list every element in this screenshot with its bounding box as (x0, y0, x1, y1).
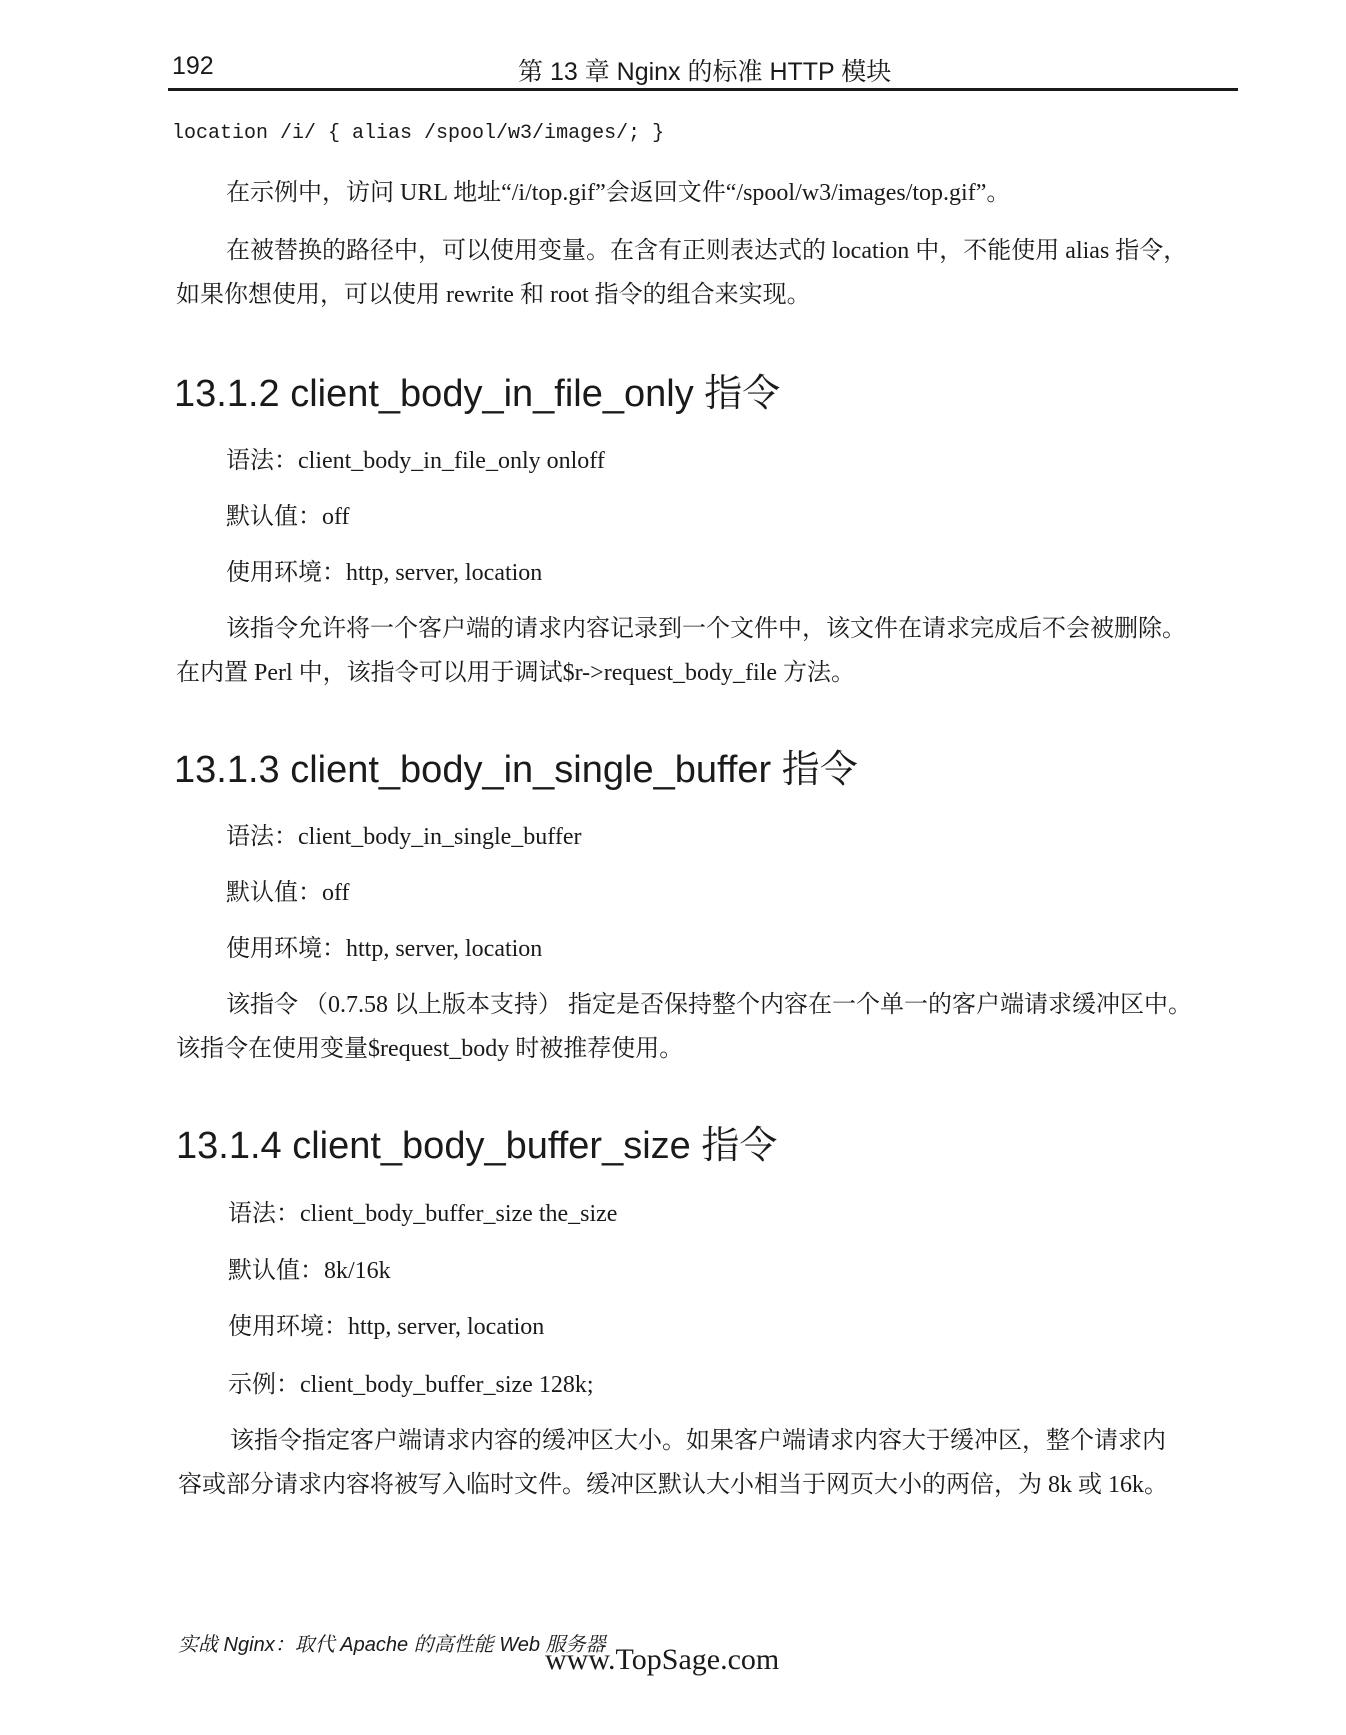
intro-paragraph-2-line-2: 如果你想使用，可以使用 rewrite 和 root 指令的组合来实现。 (176, 282, 811, 308)
context-line: 使用环境：http, server, location (226, 936, 543, 962)
syntax-line: 语法：client_body_in_file_only onloff (226, 448, 605, 474)
description-line-2: 在内置 Perl 中，该指令可以用于调试$r->request_body_file 方法。 (176, 660, 855, 686)
syntax-line: 语法：client_body_in_single_buffer (226, 824, 582, 850)
footer-book-title: 实战 Nginx：取代 Apache 的高性能 Web 服务器 (178, 1634, 606, 1656)
description-line-1: 该指令允许将一个客户端的请求内容记录到一个文件中，该文件在请求完成后不会被删除。 (226, 616, 1186, 642)
description-line-1: 该指令 （0.7.58 以上版本支持） 指定是否保持整个内容在一个单一的客户端请求缓冲区中。 (226, 992, 1192, 1018)
section-heading-13-1-2: 13.1.2 client_body_in_file_only 指令 (174, 373, 781, 415)
context-line: 使用环境：http, server, location (228, 1314, 545, 1340)
section-heading-13-1-4: 13.1.4 client_body_buffer_size 指令 (176, 1125, 778, 1167)
example-line: 示例：client_body_buffer_size 128k; (228, 1372, 594, 1398)
intro-paragraph-1: 在示例中，访问 URL 地址“/i/top.gif”会返回文件“/spool/w3/images/top.gif”。 (226, 180, 1011, 206)
footer-watermark: www.TopSage.com (545, 1643, 780, 1676)
context-line: 使用环境：http, server, location (226, 560, 543, 586)
intro-paragraph-2-line-1: 在被替换的路径中，可以使用变量。在含有正则表达式的 location 中，不能使用 alias 指令， (226, 238, 1188, 264)
code-line: location /i/ { alias /spool/w3/images/; } (172, 122, 665, 145)
section-heading-13-1-3: 13.1.3 client_body_in_single_buffer 指令 (174, 749, 858, 791)
syntax-line: 语法：client_body_buffer_size the_size (228, 1201, 618, 1227)
default-line: 默认值：off (226, 880, 350, 906)
description-line-2: 容或部分请求内容将被写入临时文件。缓冲区默认大小相当于网页大小的两倍，为 8k 或 16k。 (178, 1472, 1168, 1498)
chapter-title: 第 13 章 Nginx 的标准 HTTP 模块 (518, 58, 892, 86)
default-line: 默认值：8k/16k (228, 1258, 391, 1284)
description-line-1: 该指令指定客户端请求内容的缓冲区大小。如果客户端请求内容大于缓冲区，整个请求内 (230, 1428, 1166, 1454)
header-rule (168, 88, 1238, 91)
page-number: 192 (172, 52, 214, 80)
description-line-2: 该指令在使用变量$request_body 时被推荐使用。 (176, 1036, 684, 1062)
default-line: 默认值：off (226, 504, 350, 530)
